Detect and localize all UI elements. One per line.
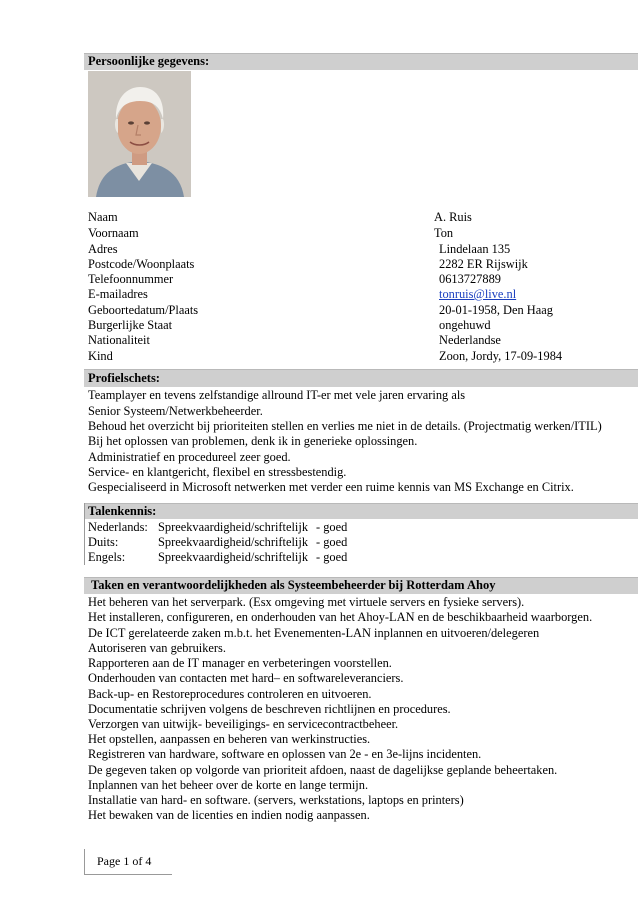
section-title-personal: Persoonlijke gegevens: bbox=[88, 54, 210, 68]
value-adres: Lindelaan 135 bbox=[439, 242, 511, 256]
languages-divider bbox=[84, 503, 85, 565]
label-postcode: Postcode/Woonplaats bbox=[88, 257, 195, 271]
label-telefoon: Telefoonnummer bbox=[88, 272, 174, 286]
section-title-profile: Profielschets: bbox=[88, 371, 160, 385]
task-line: Inplannen van het beheer over de korte en lange termijn. bbox=[88, 778, 369, 792]
language-level: - goed bbox=[316, 550, 348, 564]
task-line: Documentatie schrijven volgens de beschreven richtlijnen en procedures. bbox=[88, 702, 451, 716]
task-line: Rapporteren aan de IT manager en verbeteringen voorstellen. bbox=[88, 656, 392, 670]
value-telefoon: 0613727889 bbox=[439, 272, 501, 286]
section-bar-languages bbox=[84, 503, 638, 519]
profile-line: Administratief en procedureel zeer goed. bbox=[88, 450, 291, 464]
language-skill: Spreekvaardigheid/schriftelijk bbox=[158, 550, 309, 564]
task-line: Het bewaken van de licenties en indien nodig aanpassen. bbox=[88, 808, 370, 822]
task-line: Onderhouden van contacten met hard– en softwareleveranciers. bbox=[88, 671, 404, 685]
task-line: Autoriseren van gebruikers. bbox=[88, 641, 226, 655]
section-title-tasks: Taken en verantwoordelijkheden als Systeembeheerder bij Rotterdam Ahoy bbox=[91, 578, 496, 592]
page-number: Page 1 of 4 bbox=[97, 854, 152, 868]
label-naam: Naam bbox=[88, 210, 118, 224]
value-naam: A. Ruis bbox=[434, 210, 472, 224]
email-link[interactable]: tonruis@live.nl bbox=[439, 287, 517, 301]
profile-line: Service- en klantgericht, flexibel en stressbestendig. bbox=[88, 465, 347, 479]
task-line: De ICT gerelateerde zaken m.b.t. het Evenementen-LAN inplannen en uitvoeren/delegeren bbox=[88, 626, 540, 640]
section-title-languages: Talenkennis: bbox=[88, 504, 157, 518]
task-line: Installatie van hard- en software. (servers, werkstations, laptops en printers) bbox=[88, 793, 464, 807]
language-name: Nederlands: bbox=[88, 520, 148, 534]
label-geboortedatum: Geboortedatum/Plaats bbox=[88, 303, 199, 317]
label-kind: Kind bbox=[88, 349, 113, 363]
task-line: De gegeven taken op volgorde van prioriteit afdoen, naast de dagelijkse geplande beheertaken. bbox=[88, 763, 558, 777]
profile-line: Bij het oplossen van problemen, denk ik in generieke oplossingen. bbox=[88, 434, 418, 448]
task-line: Back-up- en Restoreprocedures controleren en uitvoeren. bbox=[88, 687, 372, 701]
profile-line: Behoud het overzicht bij prioriteiten stellen en verlies me niet in de details. (Projectmatig werken/ITIL) bbox=[88, 419, 602, 433]
language-skill: Spreekvaardigheid/schriftelijk bbox=[158, 520, 309, 534]
profile-photo bbox=[88, 71, 191, 197]
profile-line: Gespecialiseerd in Microsoft netwerken met verder een ruime kennis van MS Exchange en Citrix. bbox=[88, 480, 574, 494]
task-line: Het opstellen, aanpassen en beheren van werkinstructies. bbox=[88, 732, 371, 746]
value-burgerlijke-staat: ongehuwd bbox=[439, 318, 491, 332]
language-name: Engels: bbox=[88, 550, 126, 564]
label-email: E-mailadres bbox=[88, 287, 148, 301]
portrait-illustration bbox=[88, 71, 191, 197]
value-nationaliteit: Nederlandse bbox=[439, 333, 501, 347]
label-adres: Adres bbox=[88, 242, 118, 256]
task-line: Het beheren van het serverpark. (Esx omgeving met virtuele servers en fysieke servers). bbox=[88, 595, 525, 609]
task-line: Registreren van hardware, software en oplossen van 2e - en 3e-lijns incidenten. bbox=[88, 747, 482, 761]
value-voornaam: Ton bbox=[434, 226, 454, 240]
profile-line: Teamplayer en tevens zelfstandige allround IT-er met vele jaren ervaring als bbox=[88, 388, 466, 402]
value-kind: Zoon, Jordy, 17-09-1984 bbox=[439, 349, 563, 363]
profile-line: Senior Systeem/Netwerkbeheerder. bbox=[88, 404, 263, 418]
label-nationaliteit: Nationaliteit bbox=[88, 333, 150, 347]
label-burgerlijke-staat: Burgerlijke Staat bbox=[88, 318, 173, 332]
value-postcode: 2282 ER Rijswijk bbox=[439, 257, 528, 271]
language-level: - goed bbox=[316, 520, 348, 534]
label-voornaam: Voornaam bbox=[88, 226, 139, 240]
task-line: Het installeren, configureren, en onderhouden van het Ahoy-LAN en de beschikbaarheid waarborgen. bbox=[88, 610, 593, 624]
language-skill: Spreekvaardigheid/schriftelijk bbox=[158, 535, 309, 549]
section-bar-profile bbox=[84, 369, 638, 387]
task-line: Verzorgen van uitwijk- beveiligings- en servicecontractbeheer. bbox=[88, 717, 399, 731]
language-level: - goed bbox=[316, 535, 348, 549]
value-geboortedatum: 20-01-1958, Den Haag bbox=[439, 303, 553, 317]
language-name: Duits: bbox=[88, 535, 119, 549]
